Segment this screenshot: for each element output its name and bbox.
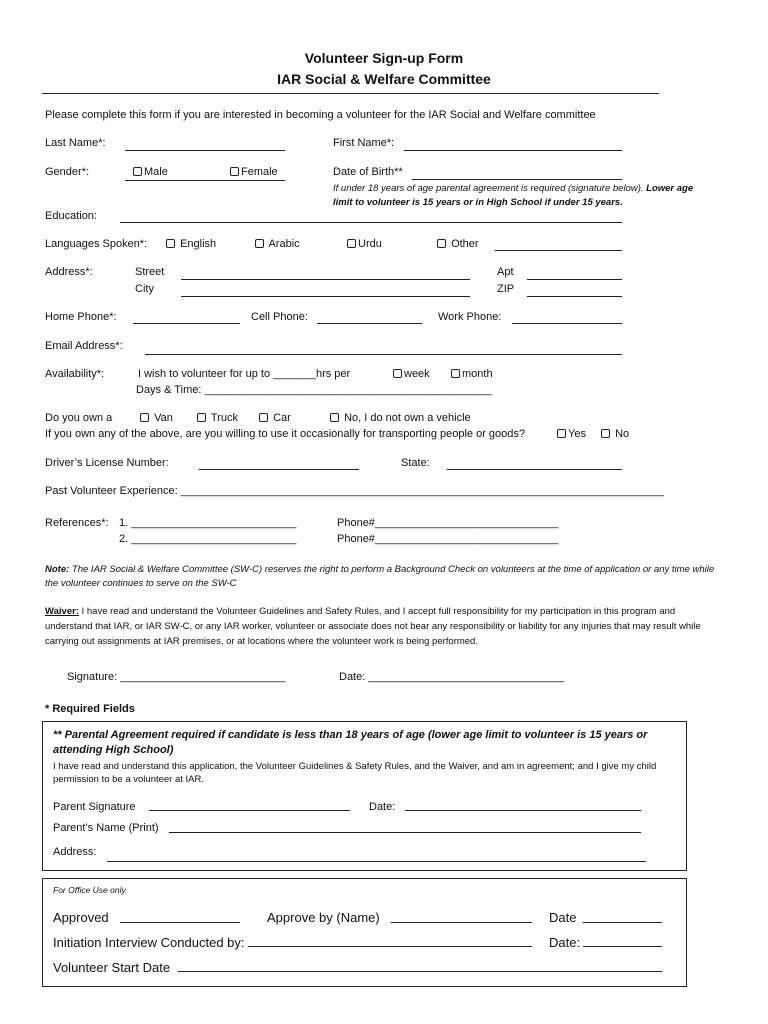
approve-by-input[interactable] — [391, 922, 532, 923]
interview-input[interactable] — [248, 946, 532, 947]
car-label: Car — [273, 412, 291, 424]
transport-question: If you own any of the above, are you willing to use it occasionally for transporting people or goods? — [45, 428, 526, 440]
reference-2-phone: Phone#______________________________ — [337, 533, 559, 545]
vehicle-van-option[interactable] — [140, 412, 173, 424]
waiver-text: I have read and understand the Volunteer Guidelines and Safety Rules, and I accept full responsibility for my participation in this program and understand that IAR, or IAR SW-C, or any IAR worker, volunteer or associate does not bear any responsibility or liability for any injuries that may result while carrying out assignments at IAR premises, or at locations where the volunteer work is being performed. — [45, 606, 701, 647]
checkbox-icon[interactable] — [557, 429, 566, 438]
yes-label: Yes — [568, 428, 586, 440]
no-label: No — [615, 428, 630, 440]
interview-label: Initiation Interview Conducted by: — [53, 935, 245, 950]
first-name-input[interactable] — [404, 150, 622, 151]
lang-other-input[interactable] — [495, 250, 622, 251]
email-label: Email Address*: — [45, 340, 123, 352]
other-label: Other — [451, 238, 479, 250]
start-date-input[interactable] — [178, 971, 662, 972]
dob-note — [333, 182, 708, 210]
parent-signature-label: Parent Signature — [53, 801, 136, 813]
past-experience-field: Past Volunteer Experience: _______________________________________________________________________________ — [45, 485, 665, 497]
email-input[interactable] — [145, 354, 622, 355]
avail-week-option[interactable] — [393, 368, 430, 380]
signature-date-field: Date: ________________________________ — [339, 671, 565, 683]
work-phone-label: Work Phone: — [438, 311, 502, 323]
parent-date-input[interactable] — [405, 810, 641, 811]
gender-underline — [125, 180, 285, 181]
parent-name-label: Parent’s Name (Print) — [53, 822, 159, 834]
checkbox-icon[interactable] — [330, 413, 339, 422]
cell-phone-label: Cell Phone: — [251, 311, 308, 323]
approved-input[interactable] — [120, 922, 240, 923]
intro-text: Please complete this form if you are interested in becoming a volunteer for the IAR Social and Welfare committee — [45, 109, 596, 121]
first-name-label: First Name*: — [333, 137, 395, 149]
office-date-label-2: Date: — [549, 935, 581, 950]
languages-label: Languages Spoken*: — [45, 238, 148, 250]
state-label: State: — [401, 457, 430, 469]
checkbox-icon[interactable] — [437, 239, 446, 248]
checkbox-icon[interactable] — [393, 369, 402, 378]
gender-female-option[interactable] — [230, 166, 278, 178]
no-vehicle-label: No, I do not own a vehicle — [344, 412, 471, 424]
signature-field: Signature: ___________________________ — [67, 671, 286, 683]
lang-english-option[interactable] — [166, 238, 216, 250]
approved-label: Approved — [53, 910, 109, 925]
start-date-label: Volunteer Start Date — [53, 960, 171, 975]
city-input[interactable] — [181, 296, 470, 297]
transport-yes-option[interactable] — [557, 428, 586, 440]
home-phone-input[interactable] — [133, 323, 240, 324]
license-label: Driver’s License Number: — [45, 457, 169, 469]
zip-input[interactable] — [527, 296, 622, 297]
checkbox-icon[interactable] — [451, 369, 460, 378]
parent-date-label: Date: — [369, 801, 396, 813]
home-phone-label: Home Phone*: — [45, 311, 117, 323]
transport-no-option[interactable] — [601, 428, 629, 440]
checkbox-icon[interactable] — [140, 413, 149, 422]
dob-label: Date of Birth** — [333, 166, 403, 178]
form-subtitle: IAR Social & Welfare Committee — [277, 71, 491, 87]
parent-signature-input[interactable] — [149, 810, 350, 811]
days-time-field: Days & Time: _______________________________________________ — [136, 384, 492, 396]
street-input[interactable] — [181, 279, 470, 280]
header-rule — [42, 93, 659, 94]
waiver-label: Waiver: — [45, 606, 79, 617]
office-date-input-2[interactable] — [583, 946, 662, 947]
vehicle-car-option[interactable] — [259, 412, 291, 424]
checkbox-icon[interactable] — [133, 167, 142, 176]
availability-label: Availability*: — [45, 368, 105, 380]
checkbox-icon[interactable] — [197, 413, 206, 422]
urdu-label: Urdu — [358, 238, 382, 250]
english-label: English — [180, 238, 217, 250]
gender-label: Gender*: — [45, 166, 90, 178]
parental-heading: ** Parental Agreement required if candidate is less than 18 years of age (lower age limit to volunteer is 15 years or attending High School) — [53, 729, 648, 756]
office-use-label: For Office Use only — [53, 885, 126, 895]
references-label: References*: — [45, 517, 109, 529]
reference-1-field: 1. ___________________________ — [119, 517, 297, 529]
license-input[interactable] — [199, 469, 359, 470]
vehicle-none-option[interactable] — [330, 412, 471, 424]
street-label: Street — [135, 266, 165, 278]
checkbox-icon[interactable] — [166, 239, 175, 248]
background-check-note — [45, 563, 725, 591]
own-vehicle-label: Do you own a — [45, 412, 113, 424]
lang-urdu-option[interactable] — [347, 238, 382, 250]
city-label: City — [135, 283, 154, 295]
address-label: Address*: — [45, 266, 93, 278]
reference-1-phone: Phone#______________________________ — [337, 517, 559, 529]
lang-other-option[interactable] — [437, 238, 479, 250]
office-date-label-1: Date — [549, 910, 577, 925]
note-label: Note: — [45, 564, 70, 575]
arabic-label: Arabic — [268, 238, 300, 250]
waiver-section — [45, 604, 725, 649]
note-text: The IAR Social & Welfare Committee (SW-C) reserves the right to perform a Background Check on volunteers at the time of application or any time while the volunteer continues to serve on the SW-C — [45, 564, 715, 589]
approve-by-label: Approve by (Name) — [267, 910, 380, 925]
checkbox-icon[interactable] — [230, 167, 239, 176]
availability-hours: I wish to volunteer for up to _______hrs per — [138, 368, 351, 380]
parent-address-input[interactable] — [107, 861, 646, 862]
zip-label: ZIP — [497, 283, 515, 295]
checkbox-icon[interactable] — [601, 429, 610, 438]
dob-note-part2: Lower age limit to volunteer is 15 years or in High School if under 15 years. — [333, 183, 694, 208]
male-label: Male — [144, 166, 168, 178]
avail-month-option[interactable] — [451, 368, 493, 380]
truck-label: Truck — [210, 412, 238, 424]
state-input[interactable] — [447, 469, 622, 470]
checkbox-icon[interactable] — [347, 239, 356, 248]
education-input[interactable] — [120, 222, 622, 223]
gender-male-option[interactable] — [133, 166, 168, 178]
work-phone-input[interactable] — [512, 323, 622, 324]
office-date-input-1[interactable] — [583, 922, 662, 923]
education-label: Education: — [45, 210, 97, 222]
last-name-input[interactable] — [125, 150, 285, 151]
form-title: Volunteer Sign-up Form — [304, 50, 464, 66]
week-label: week — [404, 368, 430, 380]
parent-address-label: Address: — [53, 846, 97, 858]
parent-name-input[interactable] — [169, 832, 641, 833]
checkbox-icon[interactable] — [259, 413, 268, 422]
checkbox-icon[interactable] — [255, 239, 264, 248]
dob-note-part1: If under 18 years of age parental agreement is required (signature below). — [333, 183, 644, 194]
vehicle-truck-option[interactable] — [197, 412, 238, 424]
parental-text: I have read and understand this application, the Volunteer Guidelines & Safety Rules, and the Waiver, and am in agreement; and I give my child permission to be a volunteer at IAR. — [53, 761, 657, 785]
apt-input[interactable] — [527, 279, 622, 280]
lang-arabic-option[interactable] — [255, 238, 300, 250]
dob-input[interactable] — [412, 179, 622, 180]
female-label: Female — [241, 166, 278, 178]
required-fields-note: * Required Fields — [45, 703, 135, 715]
van-label: Van — [154, 412, 173, 424]
apt-label: Apt — [497, 266, 514, 278]
reference-2-field: 2. ___________________________ — [119, 533, 297, 545]
last-name-label: Last Name*: — [45, 137, 106, 149]
month-label: month — [462, 368, 493, 380]
cell-phone-input[interactable] — [317, 323, 422, 324]
